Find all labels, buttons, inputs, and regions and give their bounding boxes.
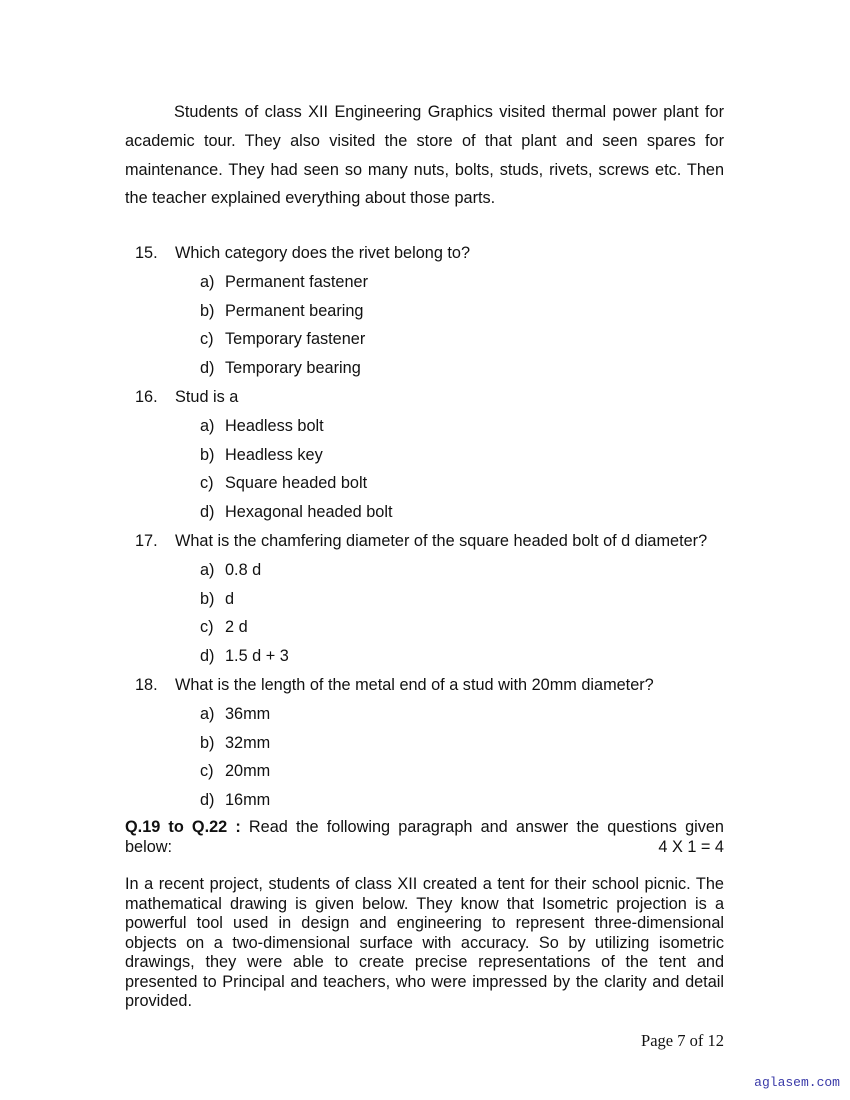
question-text: What is the chamfering diameter of the square headed bolt of d diameter? [175,531,708,550]
option-text: 20mm [225,762,271,781]
option [125,759,735,788]
question-number: 17. [135,531,158,550]
option-text: Temporary bearing [225,359,361,378]
section-instruction-end: below: [125,837,173,856]
option [125,558,735,587]
option-letter: b) [200,445,215,464]
option-text: Headless bolt [225,416,324,435]
option [125,788,735,817]
option-letter: c) [200,618,214,637]
question-number: 16. [135,387,158,406]
option-letter: a) [200,272,215,291]
option [125,500,735,529]
question-number: 15. [135,244,158,262]
option-letter: d) [200,791,215,810]
option [125,356,735,385]
question-text: Stud is a [175,387,239,406]
option-text: 16mm [225,791,271,810]
option-text: Hexagonal headed bolt [225,503,393,522]
question-15 [125,241,735,270]
option-letter: a) [200,560,215,579]
option [125,443,735,472]
option-letter: c) [200,762,214,781]
option [125,299,735,328]
option-text: Square headed bolt [225,474,368,493]
option-text: Permanent bearing [225,301,364,320]
section-instruction: Read the following paragraph and answer the questions given [248,818,724,836]
section-header [125,818,724,857]
option-letter: b) [200,301,215,320]
option-text: Temporary fastener [225,330,366,349]
option [125,615,735,644]
option-letter: c) [200,330,214,349]
option [125,327,735,356]
question-17 [125,529,735,558]
option-text: 2 d [225,618,248,637]
option [125,270,735,299]
option-letter: d) [200,503,215,522]
watermark: aglasem.com [754,1075,840,1090]
option [125,731,735,760]
question-list [125,241,735,817]
option-text: 1.5 d + 3 [225,647,289,666]
option-text: 0.8 d [225,560,262,579]
option-letter: c) [200,474,214,493]
option-letter: a) [200,704,215,723]
section-label: Q.19 to Q.22 : [125,818,241,836]
question-text: Which category does the rivet belong to? [175,244,471,262]
case-paragraph: In a recent project, students of class XII created a tent for their school picnic. The mathematical drawing is given below. They know that Isometric projection is a powerful tool used in design and engineering to represent three-dimensional objects on a two-dimensional surface with accuracy. So by utilizing isometric drawings, they were able to create precise representations of the tent and presented to Principal and teachers, who were impressed by the clarity and detail provided. [125,875,724,1010]
option-text: Headless key [225,445,323,464]
option-text: Permanent fastener [225,272,368,291]
option-letter: d) [200,359,215,378]
option-text: 36mm [225,704,271,723]
option-text: d [225,589,235,608]
option-letter: d) [200,647,215,666]
option [125,471,735,500]
question-number: 18. [135,675,158,694]
option-letter: b) [200,733,215,752]
question-18 [125,673,735,702]
section-instruction-line-2 [125,838,724,858]
question-16 [125,385,735,414]
option-text: 32mm [225,733,271,752]
page-number: Page 7 of 12 [641,1031,724,1050]
question-text: What is the length of the metal end of a stud with 20mm diameter? [175,675,654,694]
option [125,644,735,673]
option [125,587,735,616]
option [125,414,735,443]
option-letter: a) [200,416,215,435]
section-instruction-line [125,818,724,838]
option-letter: b) [200,589,215,608]
section-marks: 4 X 1 = 4 [658,837,724,856]
intro-paragraph: Students of class XII Engineering Graphics visited thermal power plant for academic tour. They also visited the store of that plant and seen spares for maintenance. They had seen so many nuts, bolts, studs, rivets, screws etc. Then the teacher explained everything about those parts. [125,103,724,208]
option [125,702,735,731]
